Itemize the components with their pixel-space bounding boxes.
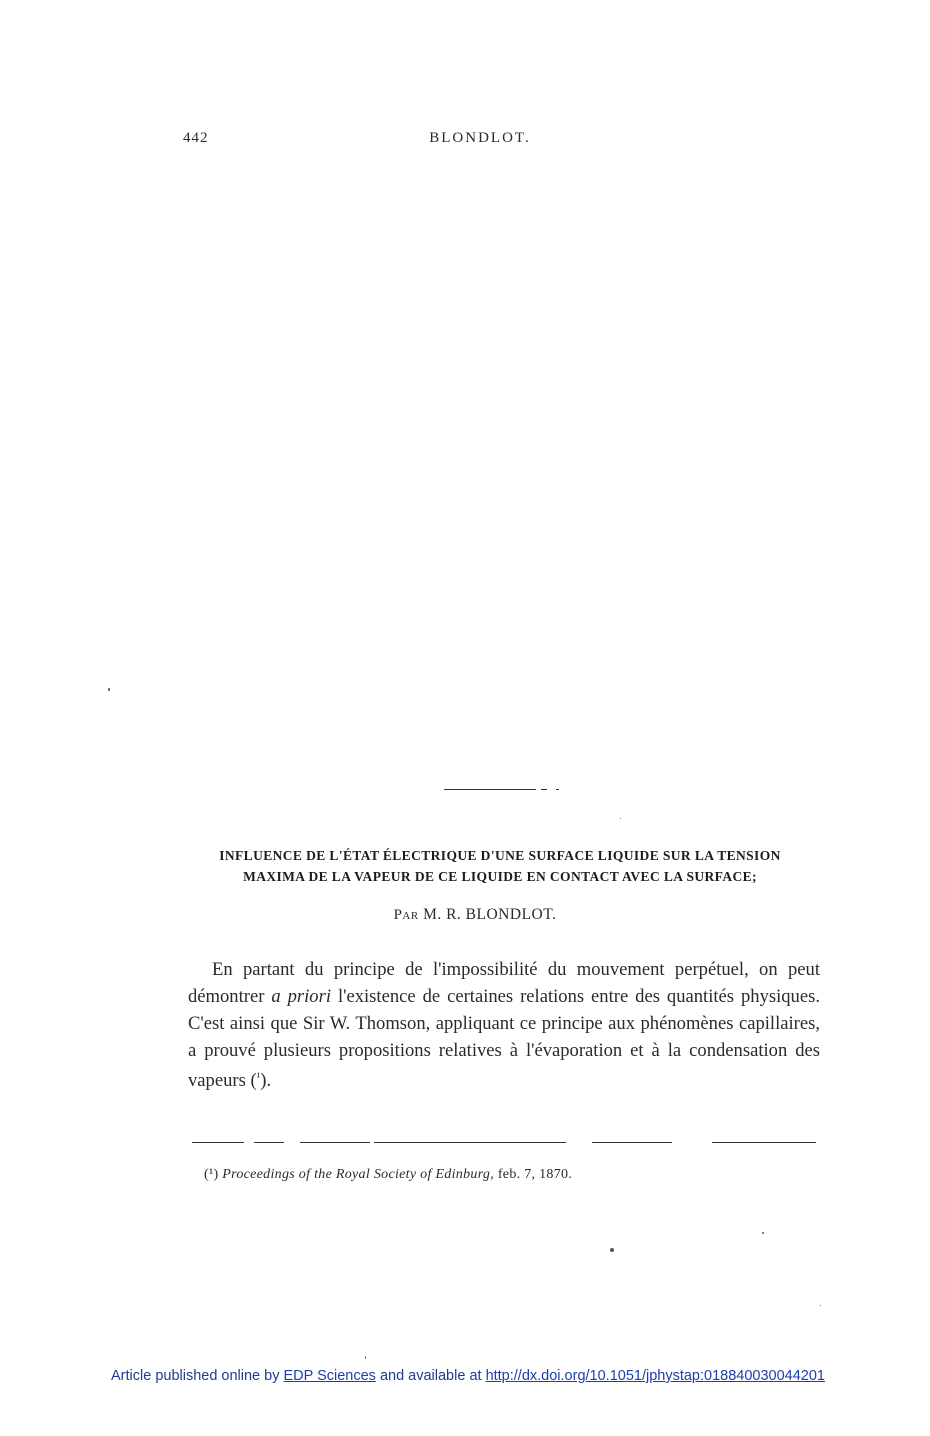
stray-mark bbox=[108, 688, 110, 691]
article-title-line: MAXIMA DE LA VAPEUR DE CE LIQUIDE EN CONTACT AVEC LA SURFACE; bbox=[243, 869, 757, 884]
stray-mark bbox=[762, 1232, 764, 1234]
footnote-separator bbox=[592, 1142, 672, 1143]
body-text-part: En partant du principe de l'impossibilité du mouvement perpétuel, on peut démontrer bbox=[188, 959, 820, 1007]
page-number: 442 bbox=[183, 130, 209, 146]
section-separator-rule bbox=[541, 789, 547, 790]
footnote-separator bbox=[192, 1142, 244, 1143]
running-head: BLONDLOT. bbox=[429, 130, 531, 146]
byline-par: Par bbox=[393, 907, 419, 923]
footnote-separator bbox=[300, 1142, 370, 1143]
stray-mark bbox=[820, 1305, 821, 1306]
publisher-link[interactable]: EDP Sciences bbox=[283, 1368, 376, 1384]
body-text-part: ). bbox=[260, 1070, 272, 1091]
body-italic-phrase: a priori bbox=[271, 986, 331, 1007]
footnote-date: feb. 7, 1870. bbox=[497, 1167, 573, 1182]
body-text-part: l'existence de certaines relations entre des quantités physiques. C'est ainsi que Sir W. Thomson, appliquant ce principe aux phénomènes capillaires, a prouvé plusieurs propositions relatives à l'évaporation et à la condensation des vapeurs ( bbox=[188, 986, 820, 1091]
footnote-separator bbox=[374, 1142, 566, 1143]
footnote bbox=[204, 1167, 572, 1183]
body-paragraph bbox=[188, 956, 820, 1094]
stray-mark bbox=[620, 818, 621, 819]
publisher-middle: and available at bbox=[379, 1368, 482, 1384]
doi-link[interactable]: http://dx.doi.org/10.1051/jphystap:018840030044201 bbox=[485, 1368, 825, 1384]
footnote-reference: ¹ bbox=[256, 1070, 261, 1084]
footnote-separator bbox=[712, 1142, 816, 1143]
publisher-line bbox=[0, 1368, 930, 1384]
section-separator-rule bbox=[556, 789, 559, 790]
byline bbox=[0, 906, 930, 924]
article-title bbox=[170, 845, 830, 887]
section-separator-rule bbox=[444, 789, 536, 790]
footnote-marker: (¹) bbox=[204, 1167, 219, 1182]
stray-mark bbox=[365, 1356, 366, 1359]
footnote-source: Proceedings of the Royal Society of Edinburg, bbox=[222, 1167, 495, 1182]
article-title-line: INFLUENCE DE L'ÉTAT ÉLECTRIQUE D'UNE SURFACE LIQUIDE SUR LA TENSION bbox=[219, 848, 781, 863]
byline-author: M. R. BLONDLOT. bbox=[423, 906, 557, 923]
footnote-separator bbox=[254, 1142, 284, 1143]
publisher-prefix: Article published online by bbox=[111, 1368, 280, 1384]
stray-mark bbox=[610, 1248, 614, 1252]
